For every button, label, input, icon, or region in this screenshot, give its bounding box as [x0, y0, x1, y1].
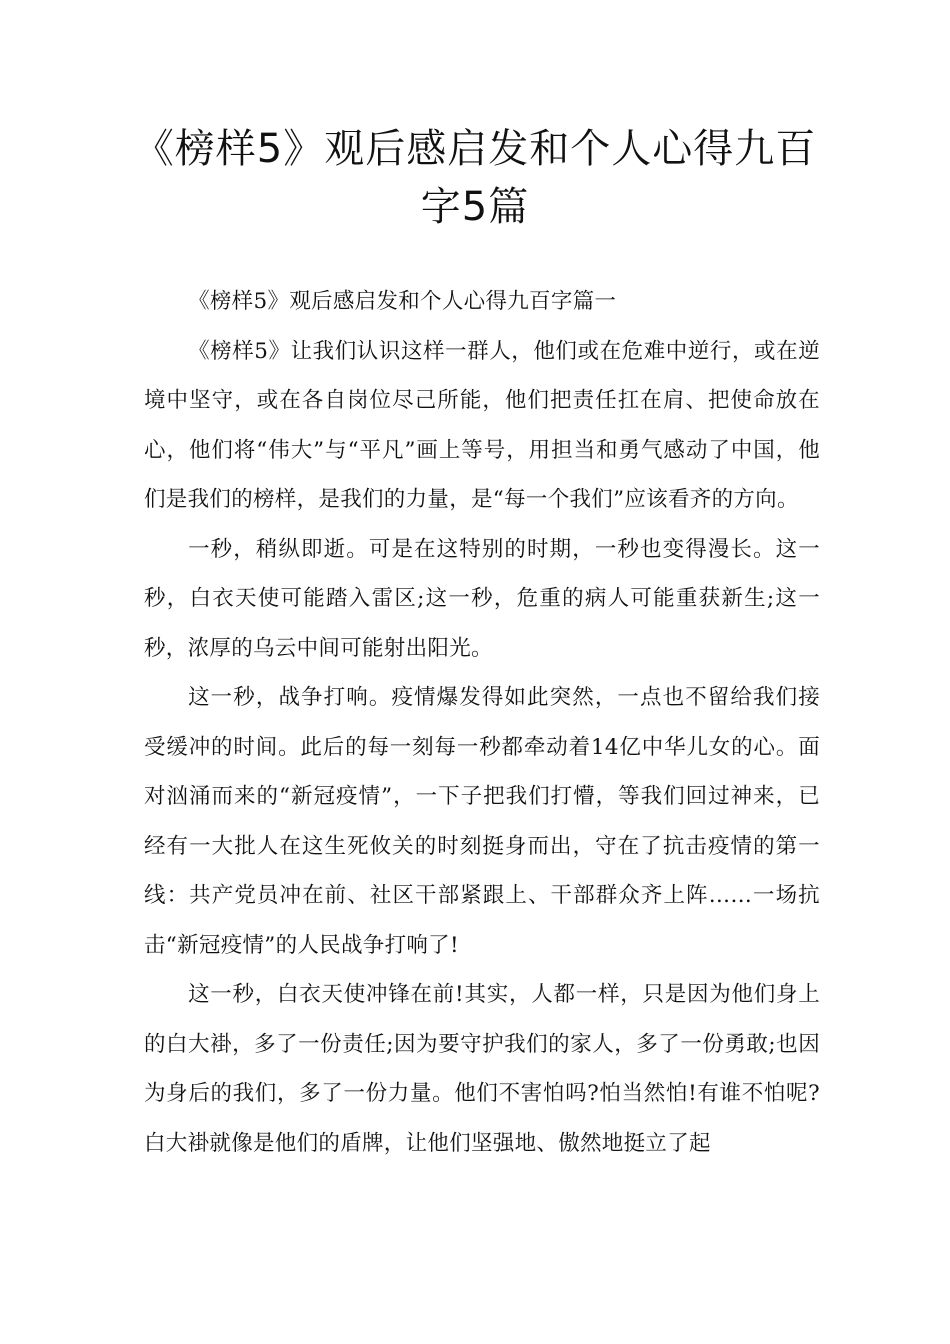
document-body — [144, 277, 820, 1168]
paragraph: 这一秒，白衣天使冲锋在前!其实，人都一样，只是因为他们身上的白大褂，多了一份责任;因为要守护我们的家人，多了一份勇敢;也因为身后的我们，多了一份力量。他们不害怕吗?怕当然怕!有谁不怕呢?白大褂就像是他们的盾牌，让他们坚强地、傲然地挺立了起 — [144, 982, 820, 1156]
paragraph: 这一秒，战争打响。疫情爆发得如此突然，一点也不留给我们接受缓冲的时间。此后的每一刻每一秒都牵动着14亿中华儿女的心。面对汹涌而来的“新冠疫情”，一下子把我们打懵，等我们回过神来，已经有一大批人在这生死攸关的时刻挺身而出，守在了抗击疫情的第一线：共产党员冲在前、社区干部紧跟上、干部群众齐上阵……一场抗击“新冠疫情”的人民战争打响了! — [144, 685, 820, 958]
document-title: 《榜样5》观后感启发和个人心得九百字5篇 — [133, 126, 817, 230]
section-heading: 《榜样5》观后感启发和个人心得九百字篇一 — [188, 289, 617, 314]
paragraph: 《榜样5》让我们认识这样一群人，他们或在危难中逆行，或在逆境中坚守，或在各自岗位尽己所能，他们把责任扛在肩、把使命放在心，他们将“伟大”与“平凡”画上等号，用担当和勇气感动了中国，他们是我们的榜样，是我们的力量，是“每一个我们”应该看齐的方向。 — [144, 338, 820, 512]
paragraph: 一秒，稍纵即逝。可是在这特别的时期，一秒也变得漫长。这一秒，白衣天使可能踏入雷区;这一秒，危重的病人可能重获新生;这一秒，浓厚的乌云中间可能射出阳光。 — [144, 536, 820, 661]
